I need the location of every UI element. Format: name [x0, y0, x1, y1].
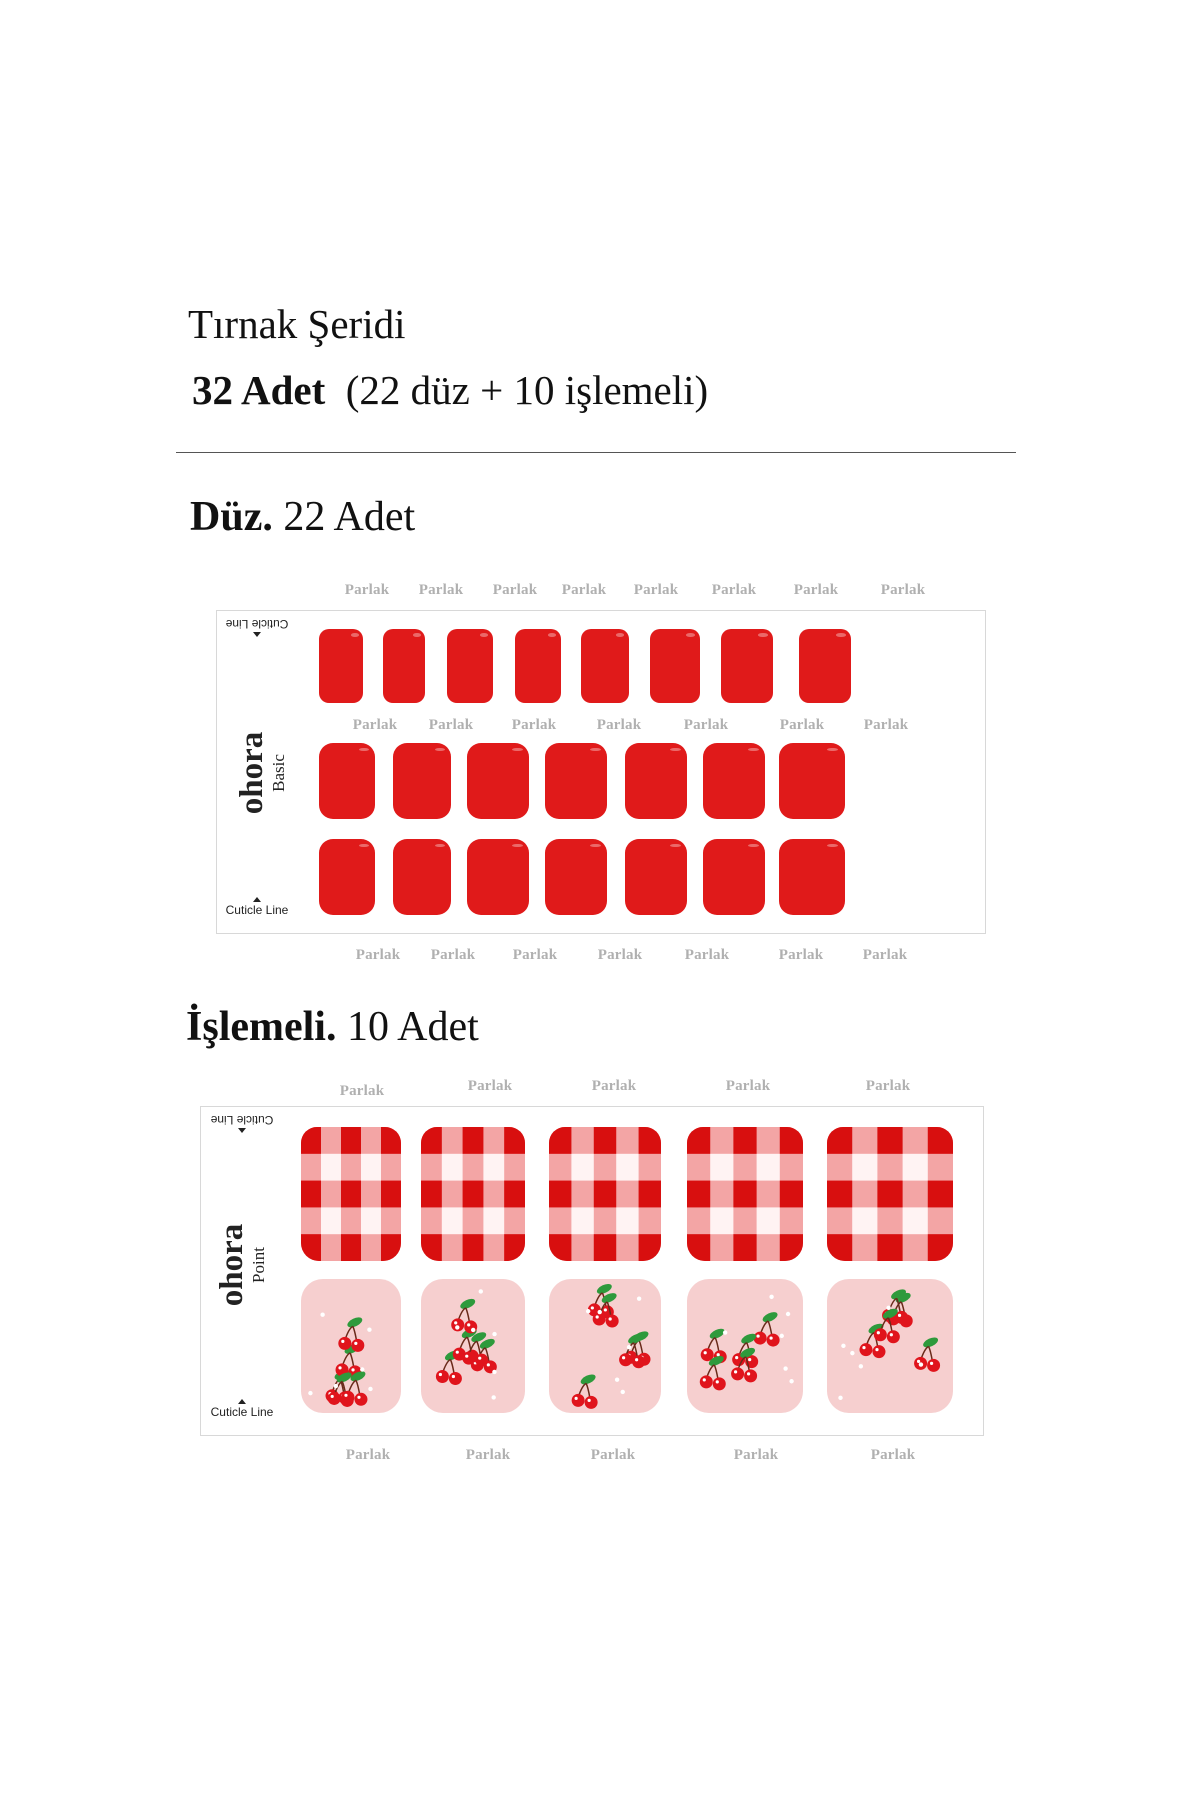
plain-section-title — [190, 492, 415, 542]
cuticle-arrow-icon — [238, 1128, 246, 1133]
finish-label: Parlak — [418, 582, 464, 598]
brand-logo-point: ohora Point — [214, 1223, 268, 1307]
gingham-nail-sticker — [827, 1127, 953, 1261]
count-detail: (22 düz + 10 işlemeli) — [325, 367, 709, 413]
red-nail-sticker — [319, 839, 375, 915]
plain-title-count: 22 Adet — [272, 494, 416, 540]
finish-label: Parlak — [870, 1447, 916, 1463]
red-nail-sticker — [625, 839, 687, 915]
red-nail-sticker — [393, 743, 451, 819]
cuticle-line-bottom: Cuticle Line — [225, 897, 289, 917]
art-section-title — [186, 1002, 479, 1052]
finish-label: Parlak — [561, 582, 607, 598]
red-nail-sticker — [545, 743, 607, 819]
gingham-nail-sticker — [301, 1127, 401, 1261]
red-nail-sticker — [779, 743, 845, 819]
cuticle-arrow-icon — [238, 1399, 246, 1404]
red-nail-sticker — [467, 743, 529, 819]
red-nail-sticker — [319, 629, 363, 703]
cherry-nail-sticker — [827, 1279, 953, 1413]
cuticle-line-top: Cuticle Line — [209, 1113, 275, 1133]
red-nail-sticker — [703, 839, 765, 915]
art-title-bold: İşlemeli. — [186, 1004, 337, 1050]
finish-label: Parlak — [779, 717, 825, 733]
finish-label: Parlak — [355, 947, 401, 963]
red-nail-sticker — [319, 743, 375, 819]
finish-label: Parlak — [428, 717, 474, 733]
cherry-nail-sticker — [301, 1279, 401, 1413]
plain-title-bold: Düz. — [190, 494, 273, 540]
count-bold: 32 Adet — [192, 367, 326, 413]
red-nail-sticker — [393, 839, 451, 915]
finish-label: Parlak — [633, 582, 679, 598]
finish-label: Parlak — [339, 1083, 385, 1099]
finish-label: Parlak — [880, 582, 926, 598]
red-nail-sticker — [581, 629, 629, 703]
cherry-nail-sticker — [421, 1279, 525, 1413]
red-nail-sticker — [650, 629, 700, 703]
finish-label: Parlak — [344, 582, 390, 598]
finish-label: Parlak — [793, 582, 839, 598]
red-nail-sticker — [545, 839, 607, 915]
finish-label: Parlak — [591, 1078, 637, 1094]
cherry-nail-sticker — [687, 1279, 803, 1413]
basic-nail-sheet — [216, 610, 986, 934]
red-nail-sticker — [625, 743, 687, 819]
finish-label: Parlak — [430, 947, 476, 963]
red-nail-sticker — [703, 743, 765, 819]
cuticle-arrow-icon — [253, 632, 261, 637]
finish-label: Parlak — [492, 582, 538, 598]
brand-logo-basic: ohora Basic — [234, 731, 288, 815]
red-nail-sticker — [799, 629, 851, 703]
cuticle-arrow-icon — [253, 897, 261, 902]
red-nail-sticker — [447, 629, 493, 703]
finish-label: Parlak — [725, 1078, 771, 1094]
gingham-nail-sticker — [549, 1127, 661, 1261]
strip-title: Tırnak Şeridi — [188, 301, 406, 347]
finish-label: Parlak — [597, 947, 643, 963]
finish-label: Parlak — [590, 1447, 636, 1463]
finish-label: Parlak — [863, 717, 909, 733]
finish-label: Parlak — [465, 1447, 511, 1463]
finish-label: Parlak — [733, 1447, 779, 1463]
red-nail-sticker — [467, 839, 529, 915]
finish-label: Parlak — [511, 717, 557, 733]
finish-label: Parlak — [596, 717, 642, 733]
art-title-count: 10 Adet — [336, 1004, 479, 1050]
finish-label: Parlak — [711, 582, 757, 598]
cherry-nail-sticker — [549, 1279, 661, 1413]
red-nail-sticker — [779, 839, 845, 915]
cuticle-line-bottom: Cuticle Line — [209, 1399, 275, 1419]
finish-label: Parlak — [865, 1078, 911, 1094]
cuticle-line-top: Cuticle Line — [225, 617, 289, 637]
finish-label: Parlak — [512, 947, 558, 963]
point-nail-sheet — [200, 1106, 984, 1436]
finish-label: Parlak — [683, 717, 729, 733]
finish-label: Parlak — [345, 1447, 391, 1463]
finish-label: Parlak — [684, 947, 730, 963]
finish-label: Parlak — [467, 1078, 513, 1094]
finish-label: Parlak — [352, 717, 398, 733]
strip-count — [192, 366, 708, 415]
gingham-nail-sticker — [687, 1127, 803, 1261]
divider — [176, 452, 1016, 453]
gingham-nail-sticker — [421, 1127, 525, 1261]
red-nail-sticker — [721, 629, 773, 703]
red-nail-sticker — [383, 629, 425, 703]
red-nail-sticker — [515, 629, 561, 703]
finish-label: Parlak — [778, 947, 824, 963]
finish-label: Parlak — [862, 947, 908, 963]
